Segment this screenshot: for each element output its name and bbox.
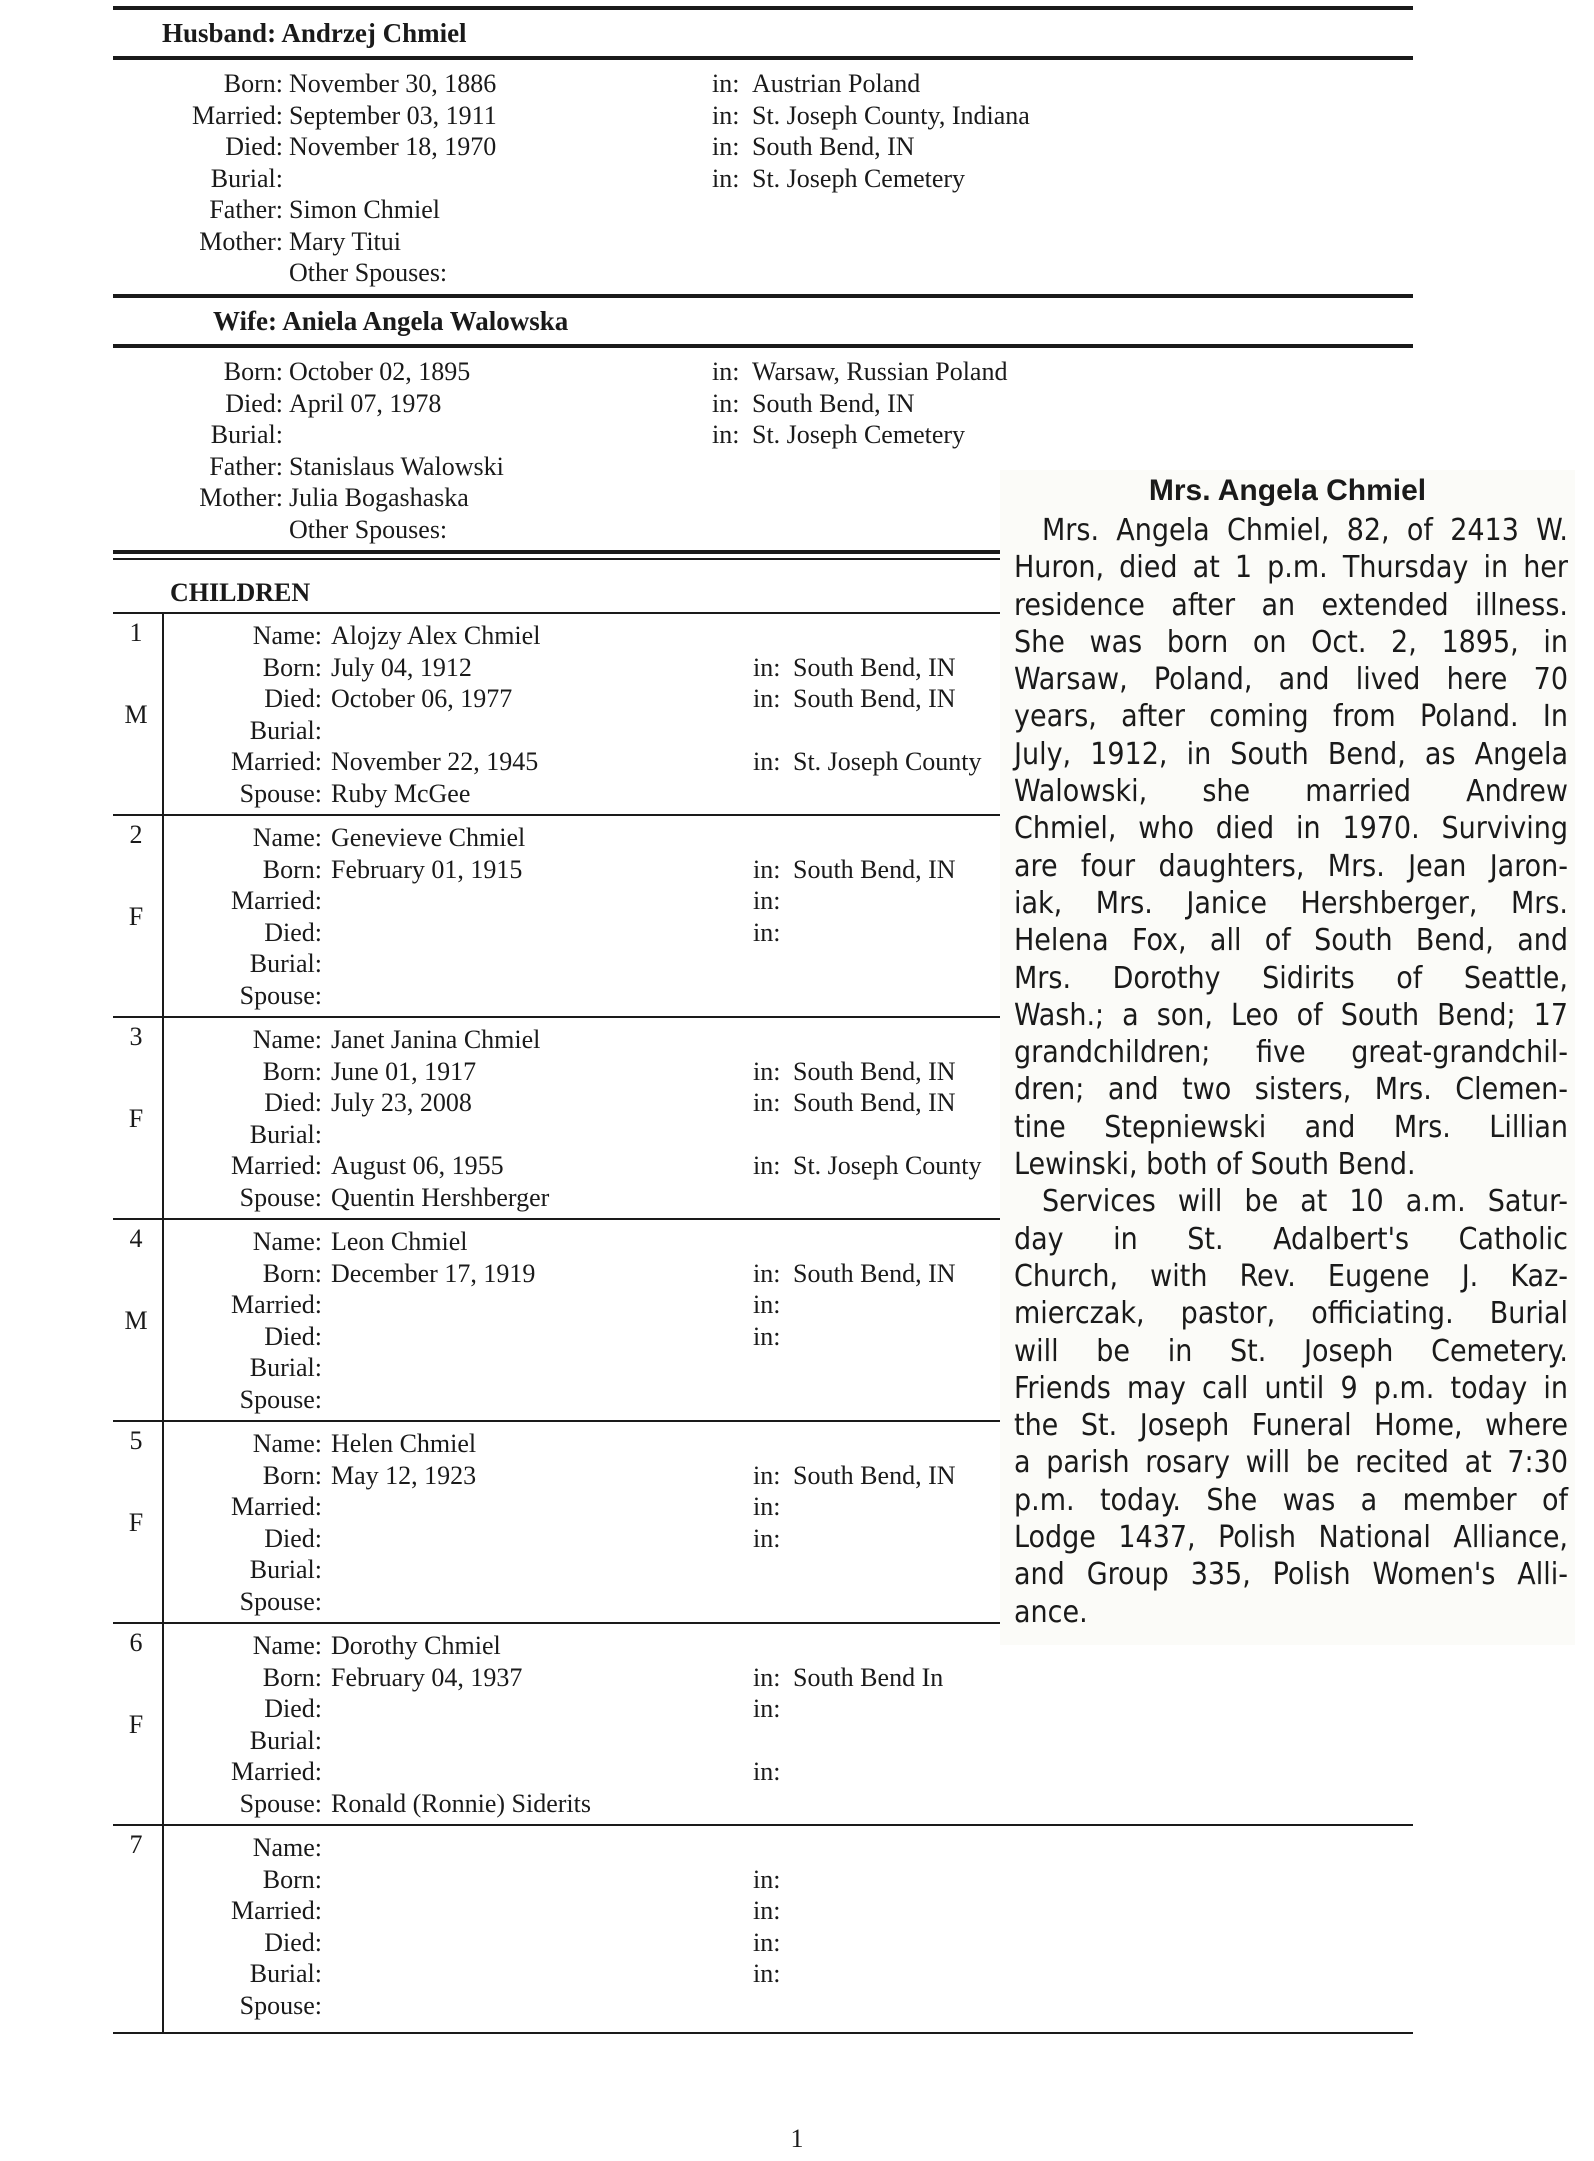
obituary-line: Services will be at 10 a.m. Satur- [1042,1184,1568,1220]
child-sex: F [128,1508,144,1537]
child-row-value: October 06, 1977 [331,684,513,713]
child-row-place-label: in: [753,1896,781,1925]
child-row-label: Died: [264,1088,322,1117]
husband-row-value: Other Spouses: [289,258,448,287]
obituary-line: Friends may call until 9 p.m. today in [1014,1370,1568,1406]
obituary-line: and Group 335, Polish Women's Alli- [1014,1557,1568,1593]
child-row-place: South Bend, IN [793,652,956,682]
child-row-place-label: in: [753,1258,781,1288]
child-row-label: Name: [252,1227,322,1256]
husband-row-value: September 03, 1911 [289,100,497,130]
child-row-label: Born: [262,652,322,682]
wife-row-label: Born: [223,357,283,386]
husband-row-label [113,257,283,288]
child-row-value: Dorothy Chmiel [331,1631,501,1660]
husband-row-value: November 18, 1970 [289,132,497,161]
husband-row-place: St. Joseph Cemetery [752,163,966,193]
child-row-place-label: in: [753,652,781,682]
child-index: 7 [129,1830,143,1859]
child-row-place: South Bend In [793,1662,944,1692]
obituary-line: Lewinski, both of South Bend. [1014,1147,1416,1183]
wife-row-value: Other Spouses: [289,514,448,544]
child-row-value: July 23, 2008 [331,1088,472,1117]
obituary-line: Walowski, she married Andrew [1014,774,1568,810]
child-row-value: December 17, 1919 [331,1258,536,1288]
husband-row-place: Austrian Poland [752,69,921,98]
child-row-place: South Bend, IN [793,1460,956,1490]
child-row-place-label: in: [753,854,781,884]
child-row-label: Died: [264,1694,322,1723]
child-row-place-label: in: [753,1694,781,1723]
child-divider-rule [113,1622,1003,1624]
child-row-label: Spouse: [239,1586,322,1616]
obituary-clipping [1000,470,1575,1645]
husband-row-place-label: in: [712,163,740,193]
child-index: 1 [129,618,143,647]
child-row-label: Spouse: [239,778,322,808]
child-sex: M [124,1306,148,1335]
page-number: 1 [790,2124,804,2153]
obituary-line: Chmiel, who died in 1970. Surviving [1014,811,1568,847]
obituary-line: Mrs. Angela Chmiel, 82, of 2413 W. [1042,513,1568,548]
husband-row-place-label: in: [712,132,740,161]
husband-row-place-label: in: [712,100,740,130]
wife-row-label: Burial: [210,420,283,449]
child-row-value: February 01, 1915 [331,854,523,884]
child-row-value: Janet Janina Chmiel [331,1025,541,1054]
wife-header-label: Wife: [213,306,277,336]
husband-row-place: South Bend, IN [752,132,915,161]
obituary-line: Church, with Rev. Eugene J. Kaz- [1014,1258,1568,1294]
child-row-value: Ronald (Ronnie) Siderits [331,1788,591,1818]
child-row-label: Name: [252,621,322,650]
obituary-line: grandchildren; five great-grandchil- [1014,1035,1568,1071]
child-sex: F [128,1710,144,1739]
child-row-value: Ruby McGee [331,778,471,808]
child-row-label: Burial: [249,1959,322,1988]
child-row-label: Burial: [249,715,322,745]
child-row-label: Married: [231,1757,322,1786]
child-row-place: St. Joseph County [793,747,982,776]
husband-row-label: Mother: [199,226,283,256]
child-row-place: South Bend, IN [793,1258,956,1288]
husband-row-label: Married: [192,100,283,130]
child-row-place: South Bend, IN [793,854,956,884]
child-row-label: Born: [262,1864,322,1894]
husband-row-place-label: in: [712,69,740,98]
wife-row-label: Father: [209,451,283,481]
obituary-line: p.m. today. She was a member of [1014,1482,1568,1518]
child-row-place: South Bend, IN [793,1088,956,1117]
child-row-label: Name: [252,1631,322,1660]
child-row-place-label: in: [753,1460,781,1490]
child-divider-rule [113,814,1003,816]
obituary-line: Wash.; a son, Leo of South Bend; 17 [1014,997,1568,1033]
child-row-place-label: in: [753,747,781,776]
child-divider-rule [113,1420,1003,1422]
wife-row-label: Mother: [199,483,283,512]
obituary-line: Helena Fox, all of South Bend, and [1014,923,1568,959]
wife-row-value: October 02, 1895 [289,357,471,386]
child-row-label: Spouse: [239,1384,322,1414]
husband-row-label: Father: [209,195,283,224]
children-bottom-rule [113,2032,1413,2034]
child-row-label: Born: [262,854,322,884]
child-row-place-label: in: [753,1151,781,1180]
wife-row-label: Died: [225,388,283,418]
obituary-line: dren; and two sisters, Mrs. Clemen- [1014,1072,1568,1108]
child-row-value: July 04, 1912 [331,652,472,682]
child-row-label: Died: [264,1927,322,1957]
obituary-line: mierczak, pastor, officiating. Burial [1014,1296,1568,1332]
children-header: CHILDREN [170,578,311,607]
child-row-label: Married: [231,747,322,776]
wife-header [213,306,568,337]
child-row-value: Genevieve Chmiel [331,823,526,852]
child-index: 6 [129,1628,143,1657]
child-divider-rule [113,1218,1003,1220]
husband-row-value: Mary Titui [289,226,401,256]
child-row-label: Died: [264,1321,322,1351]
obituary-line: a parish rosary will be recited at 7:30 [1014,1445,1568,1481]
child-row-place-label: in: [753,917,781,947]
wife-row-value: Julia Bogashaska [289,483,469,512]
obituary-line: Lodge 1437, Polish National Alliance, [1014,1520,1568,1556]
child-row-value: June 01, 1917 [331,1056,477,1086]
child-row-label: Born: [262,1056,322,1086]
obituary-line: She was born on Oct. 2, 1895, in [1014,624,1568,660]
husband-row-value: November 30, 1886 [289,69,497,98]
obituary-title: Mrs. Angela Chmiel [1148,474,1427,507]
child-row-label: Spouse: [239,980,322,1010]
child-row-place: South Bend, IN [793,1056,956,1086]
child-row-label: Name: [252,823,322,852]
child-row-place-label: in: [753,1959,781,1988]
child-index: 5 [129,1426,143,1455]
wife-row-place-label: in: [712,420,740,449]
wife-row-label [113,514,283,545]
husband-header-label: Husband: [162,18,277,48]
child-index: 4 [129,1224,143,1253]
child-row-value: Quentin Hershberger [331,1182,550,1212]
child-row-value: February 04, 1937 [331,1662,523,1692]
child-row-label: Name: [252,1833,322,1862]
child-row-place: South Bend, IN [793,684,956,713]
obituary-text [1014,512,1568,1631]
child-row-label: Burial: [249,1555,322,1584]
obituary-line: are four daughters, Mrs. Jean Jaron- [1014,848,1568,884]
child-index: 2 [129,820,143,849]
child-row-label: Burial: [249,1119,322,1149]
child-row-value: November 22, 1945 [331,747,539,776]
obituary-line: July, 1912, in South Bend, as Angela [1014,736,1568,772]
wife-name: Aniela Angela Walowska [282,306,569,336]
child-sex: F [128,902,144,931]
child-row-value: May 12, 1923 [331,1460,477,1490]
obituary-line: residence after an extended illness. [1014,587,1568,623]
husband-row-label: Burial: [210,163,283,193]
child-row-label: Burial: [249,1353,322,1382]
obituary-line: years, after coming from Poland. In [1014,699,1568,735]
child-row-label: Died: [264,917,322,947]
husband-row-place: St. Joseph County, Indiana [752,100,1030,130]
husband-row-label: Died: [225,132,283,161]
child-row-place-label: in: [753,886,781,915]
wife-row-place-label: in: [712,388,740,418]
child-row-label: Spouse: [239,1182,322,1212]
child-index: 3 [129,1022,143,1051]
obituary-line: tine Stepniewski and Mrs. Lillian [1014,1109,1568,1145]
child-row-label: Married: [231,886,322,915]
obituary-line: ance. [1014,1594,1088,1630]
child-row-label: Spouse: [239,1990,322,2020]
wife-row-value: Stanislaus Walowski [289,451,504,481]
child-row-label: Married: [231,1896,322,1925]
child-row-label: Married: [231,1290,322,1319]
top-rule [113,6,1413,10]
obituary-line: Mrs. Dorothy Sidirits of Seattle, [1014,960,1568,996]
child-row-place-label: in: [753,1662,781,1692]
child-divider-rule [113,1824,1413,1826]
wife-header-rule [113,344,1413,348]
husband-row-value: Simon Chmiel [289,195,440,224]
child-row-value: August 06, 1955 [331,1151,504,1180]
child-row-value: Alojzy Alex Chmiel [331,621,541,650]
wife-top-rule [113,294,1413,298]
child-row-label: Name: [252,1025,322,1054]
child-row-label: Spouse: [239,1788,322,1818]
husband-header [162,18,467,49]
obituary-line: day in St. Adalbert's Catholic [1014,1221,1568,1257]
child-row-label: Married: [231,1492,322,1521]
obituary-line: iak, Mrs. Janice Hershberger, Mrs. [1014,885,1568,921]
obituary-line: Warsaw, Poland, and lived here 70 [1014,662,1568,698]
child-row-label: Died: [264,1523,322,1553]
child-row-place-label: in: [753,1757,781,1786]
child-row-place: St. Joseph County [793,1151,982,1180]
child-row-place-label: in: [753,684,781,713]
child-row-place-label: in: [753,1927,781,1957]
child-row-label: Married: [231,1151,322,1180]
child-row-label: Born: [262,1460,322,1490]
wife-row-place: St. Joseph Cemetery [752,420,966,449]
child-row-place-label: in: [753,1523,781,1553]
child-sex: F [128,1104,144,1133]
child-row-label: Name: [252,1429,322,1458]
wife-row-place: Warsaw, Russian Poland [752,357,1008,386]
wife-row-value: April 07, 1978 [289,388,442,418]
child-row-label: Died: [264,684,322,713]
obituary-line: will be in St. Joseph Cemetery. [1014,1333,1568,1369]
child-row-label: Burial: [249,949,322,978]
child-row-place-label: in: [753,1864,781,1894]
child-row-place-label: in: [753,1088,781,1117]
child-row-place-label: in: [753,1056,781,1086]
husband-row-label: Born: [223,69,283,98]
child-row-value: Leon Chmiel [331,1227,468,1256]
obituary-line: Huron, died at 1 p.m. Thursday in her [1014,550,1568,586]
obituary-line: the St. Joseph Funeral Home, where [1014,1408,1568,1444]
child-row-place-label: in: [753,1492,781,1521]
wife-row-place: South Bend, IN [752,388,915,418]
child-row-label: Burial: [249,1725,322,1755]
child-row-label: Born: [262,1662,322,1692]
child-row-place-label: in: [753,1321,781,1351]
child-row-value: Helen Chmiel [331,1429,477,1458]
child-divider-rule [113,1016,1003,1018]
child-sex: M [124,700,148,729]
wife-row-place-label: in: [712,357,740,386]
husband-header-rule [113,56,1413,60]
child-row-place-label: in: [753,1290,781,1319]
husband-name: Andrzej Chmiel [281,18,467,48]
child-row-label: Born: [262,1258,322,1288]
